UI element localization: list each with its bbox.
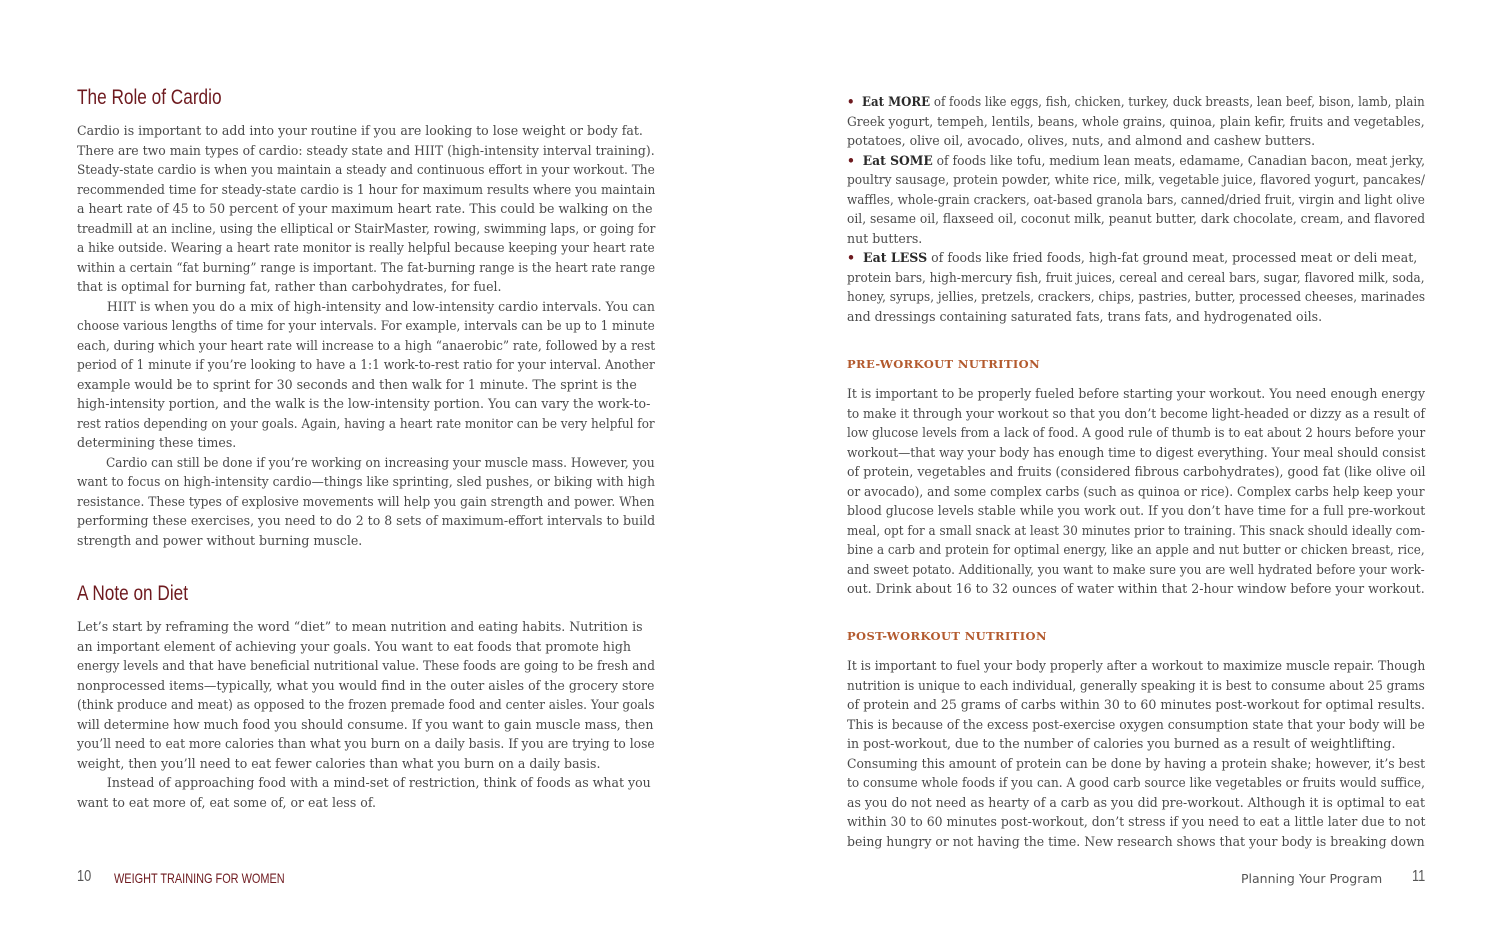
text-line: rest ratios depending on your goals. Again, having a heart rate monitor can be very helpful for	[77, 415, 655, 431]
text-line: a hike outside. Wearing a heart rate monitor is really helpful because keeping your heart rate	[77, 240, 655, 255]
text-line: a heart rate of 45 to 50 percent of your maximum heart rate. This could be walking on the	[77, 201, 653, 216]
text-line: nut butters.	[847, 230, 923, 246]
text-line: nonprocessed items—typically, what you would find in the outer aisles of the grocery store	[77, 677, 655, 693]
text-line: HIIT is when you do a mix of high-intensity and low-intensity cardio intervals. You can	[106, 298, 655, 314]
text-line: period of 1 minute if you’re looking to have a 1:1 work-to-rest ratio for your interval. Another	[77, 357, 655, 372]
cardio-paragraph-1	[77, 121, 657, 550]
text-line: resistance. These types of explosive movements will help you gain strength and power. When	[77, 493, 655, 509]
text-line: to make it through your workout so that you don’t become light-headed or dizzy as a result of	[847, 405, 1426, 421]
book-title-footer: WEIGHT TRAINING FOR WOMEN	[114, 870, 285, 886]
text-line: workout—that way your body has enough time to digest everything. Your meal should consist	[847, 444, 1426, 460]
text-line: want to eat more of, eat some of, or eat less of.	[77, 794, 377, 810]
text-line: weight, then you’ll need to eat fewer calories than what you burn on a daily basis.	[77, 755, 601, 771]
text-line: and sweet potato. Additionally, you want to make sure you are well hydrated before your work-	[847, 561, 1425, 577]
text-line: meal, opt for a small snack at least 30 minutes prior to training. This snack should ideally com-	[847, 522, 1425, 538]
text-line: within 30 to 60 minutes post-workout, don’t stress if you need to eat a little later due to not	[847, 814, 1426, 829]
diet-heading: A Note on Diet	[77, 582, 189, 605]
text-line: Cardio is important to add into your routine if you are looking to lose weight or body fat.	[77, 123, 643, 138]
bullet-label: Eat MORE	[862, 94, 931, 109]
text-line: low glucose levels from a lack of food. A good rule of thumb is to eat about 2 hours before your	[847, 425, 1426, 440]
text-line: out. Drink about 16 to 32 ounces of water within that 2-hour window before your workout.	[847, 581, 1425, 596]
text-line: and dressings containing saturated fats, trans fats, and hydrogenated oils.	[847, 308, 1323, 324]
bullet-icon: •	[847, 152, 855, 168]
text-line: Cardio can still be done if you’re working on increasing your muscle mass. However, you	[105, 454, 655, 470]
pre-workout-paragraph	[847, 384, 1427, 599]
text-line: protein bars, high-mercury fish, fruit juices, cereal and cereal bars, sugar, flavored milk, soda,	[847, 269, 1425, 285]
bullet-label: Eat LESS	[863, 250, 928, 265]
text-line: Let’s start by reframing the word “diet” to mean nutrition and eating habits. Nutrition is	[77, 619, 643, 634]
text-line: honey, syrups, jellies, pretzels, crackers, chips, pastries, butter, processed cheeses, marinades	[847, 289, 1426, 304]
text-line: an important element of achieving your goals. You want to eat foods that promote high	[77, 638, 631, 654]
text-line: of foods like tofu, medium lean meats, edamame, Canadian bacon, meat jerky,	[932, 152, 1425, 168]
bullet-icon: •	[847, 250, 856, 265]
text-line: Consuming this amount of protein can be done by having a protein shake; however, it’s best	[847, 755, 1426, 771]
text-line: blood glucose levels stable while you work out. If you don’t have time for a full pre-workout	[847, 503, 1426, 518]
text-line: of foods like fried foods, high-fat ground meat, processed meat or deli meat,	[927, 250, 1418, 265]
bullet-item-eat-more	[847, 92, 1425, 112]
text-line: Steady-state cardio is when you maintain a steady and continuous effort in your workout. The	[77, 162, 655, 177]
text-line: determining these times.	[77, 435, 237, 450]
text-line: of protein, vegetables and fruits (considered fibrous carbohydrates), good fat (like olive oil	[847, 464, 1426, 479]
bullet-icon: •	[847, 94, 855, 109]
text-line: as you do not need as hearty of a carb as you did pre-workout. Although it is optimal to eat	[847, 794, 1426, 810]
pre-workout-heading: PRE-WORKOUT NUTRITION	[847, 357, 1041, 371]
text-line: within a certain “fat burning” range is important. The fat-burning range is the heart rate range	[77, 259, 656, 275]
text-line: There are two main types of cardio: steady state and HIIT (high-intensity interval training).	[77, 142, 655, 158]
text-line: poultry sausage, protein powder, white rice, milk, vegetable juice, flavored yogurt, pancakes/	[847, 172, 1426, 187]
text-line: to consume whole foods if you can. A good carb source like vegetables or fruits would suffice,	[847, 775, 1425, 790]
text-line: each, during which your heart rate will increase to a high “anaerobic” rate, followed by a rest	[77, 337, 656, 353]
bullet-item-eat-some	[847, 151, 1425, 171]
text-line: performing these exercises, you need to do 2 to 8 sets of maximum-effort intervals to build	[77, 513, 656, 528]
food-bullet-list	[847, 92, 1427, 326]
text-line: in post-workout, due to the number of calories you burned as a result of weightlifting.	[847, 736, 1396, 751]
post-workout-heading: POST-WORKOUT NUTRITION	[847, 629, 1047, 643]
bullet-item-eat-less	[847, 248, 1425, 268]
left-page-number: 10	[77, 868, 92, 885]
text-line: example would be to sprint for 30 seconds and then walk for 1 minute. The sprint is the	[77, 376, 637, 392]
text-line: This is because of the excess post-exercise oxygen consumption state that your body will be	[847, 716, 1425, 732]
text-line: Greek yogurt, tempeh, lentils, beans, whole grains, quinoa, plain kefir, fruits and vegetables,	[847, 113, 1425, 129]
text-line: will determine how much food you should consume. If you want to gain muscle mass, then	[77, 716, 654, 732]
text-line: Instead of approaching food with a mind-set of restriction, think of foods as what you	[106, 775, 651, 790]
diet-paragraph	[77, 617, 657, 812]
section-title-footer: Planning Your Program	[1241, 871, 1383, 886]
cardio-heading: The Role of Cardio	[77, 86, 222, 109]
text-line: nutrition is unique to each individual, generally speaking it is best to consume about 25 grams	[847, 677, 1425, 693]
bullet-label: Eat SOME	[862, 152, 933, 168]
text-line: energy levels and that have beneficial nutritional value. These foods are going to be fresh and	[77, 658, 655, 673]
text-line: It is important to fuel your body properly after a workout to maximize muscle repair. Though	[847, 658, 1426, 673]
post-workout-paragraph	[847, 656, 1427, 851]
text-line: (think produce and meat) as opposed to the frozen premade food and center aisles. Your goals	[77, 697, 655, 712]
text-line: strength and power without burning muscle.	[77, 532, 363, 548]
text-line: choose various lengths of time for your intervals. For example, intervals can be up to 1 minute	[77, 318, 655, 333]
text-line: treadmill at an incline, using the elliptical or StairMaster, rowing, swimming laps, or going for	[77, 220, 656, 236]
right-page-number: 11	[1412, 868, 1426, 885]
text-line: bine a carb and protein for optimal energy, like an apple and nut butter or chicken breast, rice,	[847, 542, 1425, 557]
text-line: potatoes, olive oil, avocado, olives, nuts, and almond and cashew butters.	[847, 133, 1316, 148]
text-line: waffles, whole-grain crackers, oat-based granola bars, canned/dried fruit, virgin and light olive	[847, 191, 1425, 207]
text-line: want to focus on high-intensity cardio—things like sprinting, sled pushes, or biking with high	[77, 474, 655, 489]
text-line: recommended time for steady-state cardio is 1 hour for maximum results where you maintain	[77, 181, 656, 197]
text-line: It is important to be properly fueled before starting your workout. You need enough energy	[847, 386, 1425, 401]
text-line: or avocado), and some complex carbs (such as quinoa or rice). Complex carbs help keep your	[847, 483, 1425, 499]
text-line: oil, sesame oil, flaxseed oil, coconut milk, peanut butter, dark chocolate, cream, and flavored	[847, 211, 1426, 226]
text-line: of foods like eggs, fish, chicken, turkey, duck breasts, lean beef, bison, lamb, plain	[930, 94, 1425, 109]
text-line: that is optimal for burning fat, rather than carbohydrates, for fuel.	[77, 279, 502, 294]
text-line: high-intensity portion, and the walk is the low-intensity portion. You can vary the work-to-	[77, 396, 651, 411]
text-line: of protein and 25 grams of carbs within 30 to 60 minutes post-workout for optimal results.	[847, 697, 1425, 712]
text-line: being hungry or not having the time. New research shows that your body is breaking down	[847, 833, 1425, 849]
text-line: you’ll need to eat more calories than what you burn on a daily basis. If you are trying to lose	[77, 736, 655, 751]
